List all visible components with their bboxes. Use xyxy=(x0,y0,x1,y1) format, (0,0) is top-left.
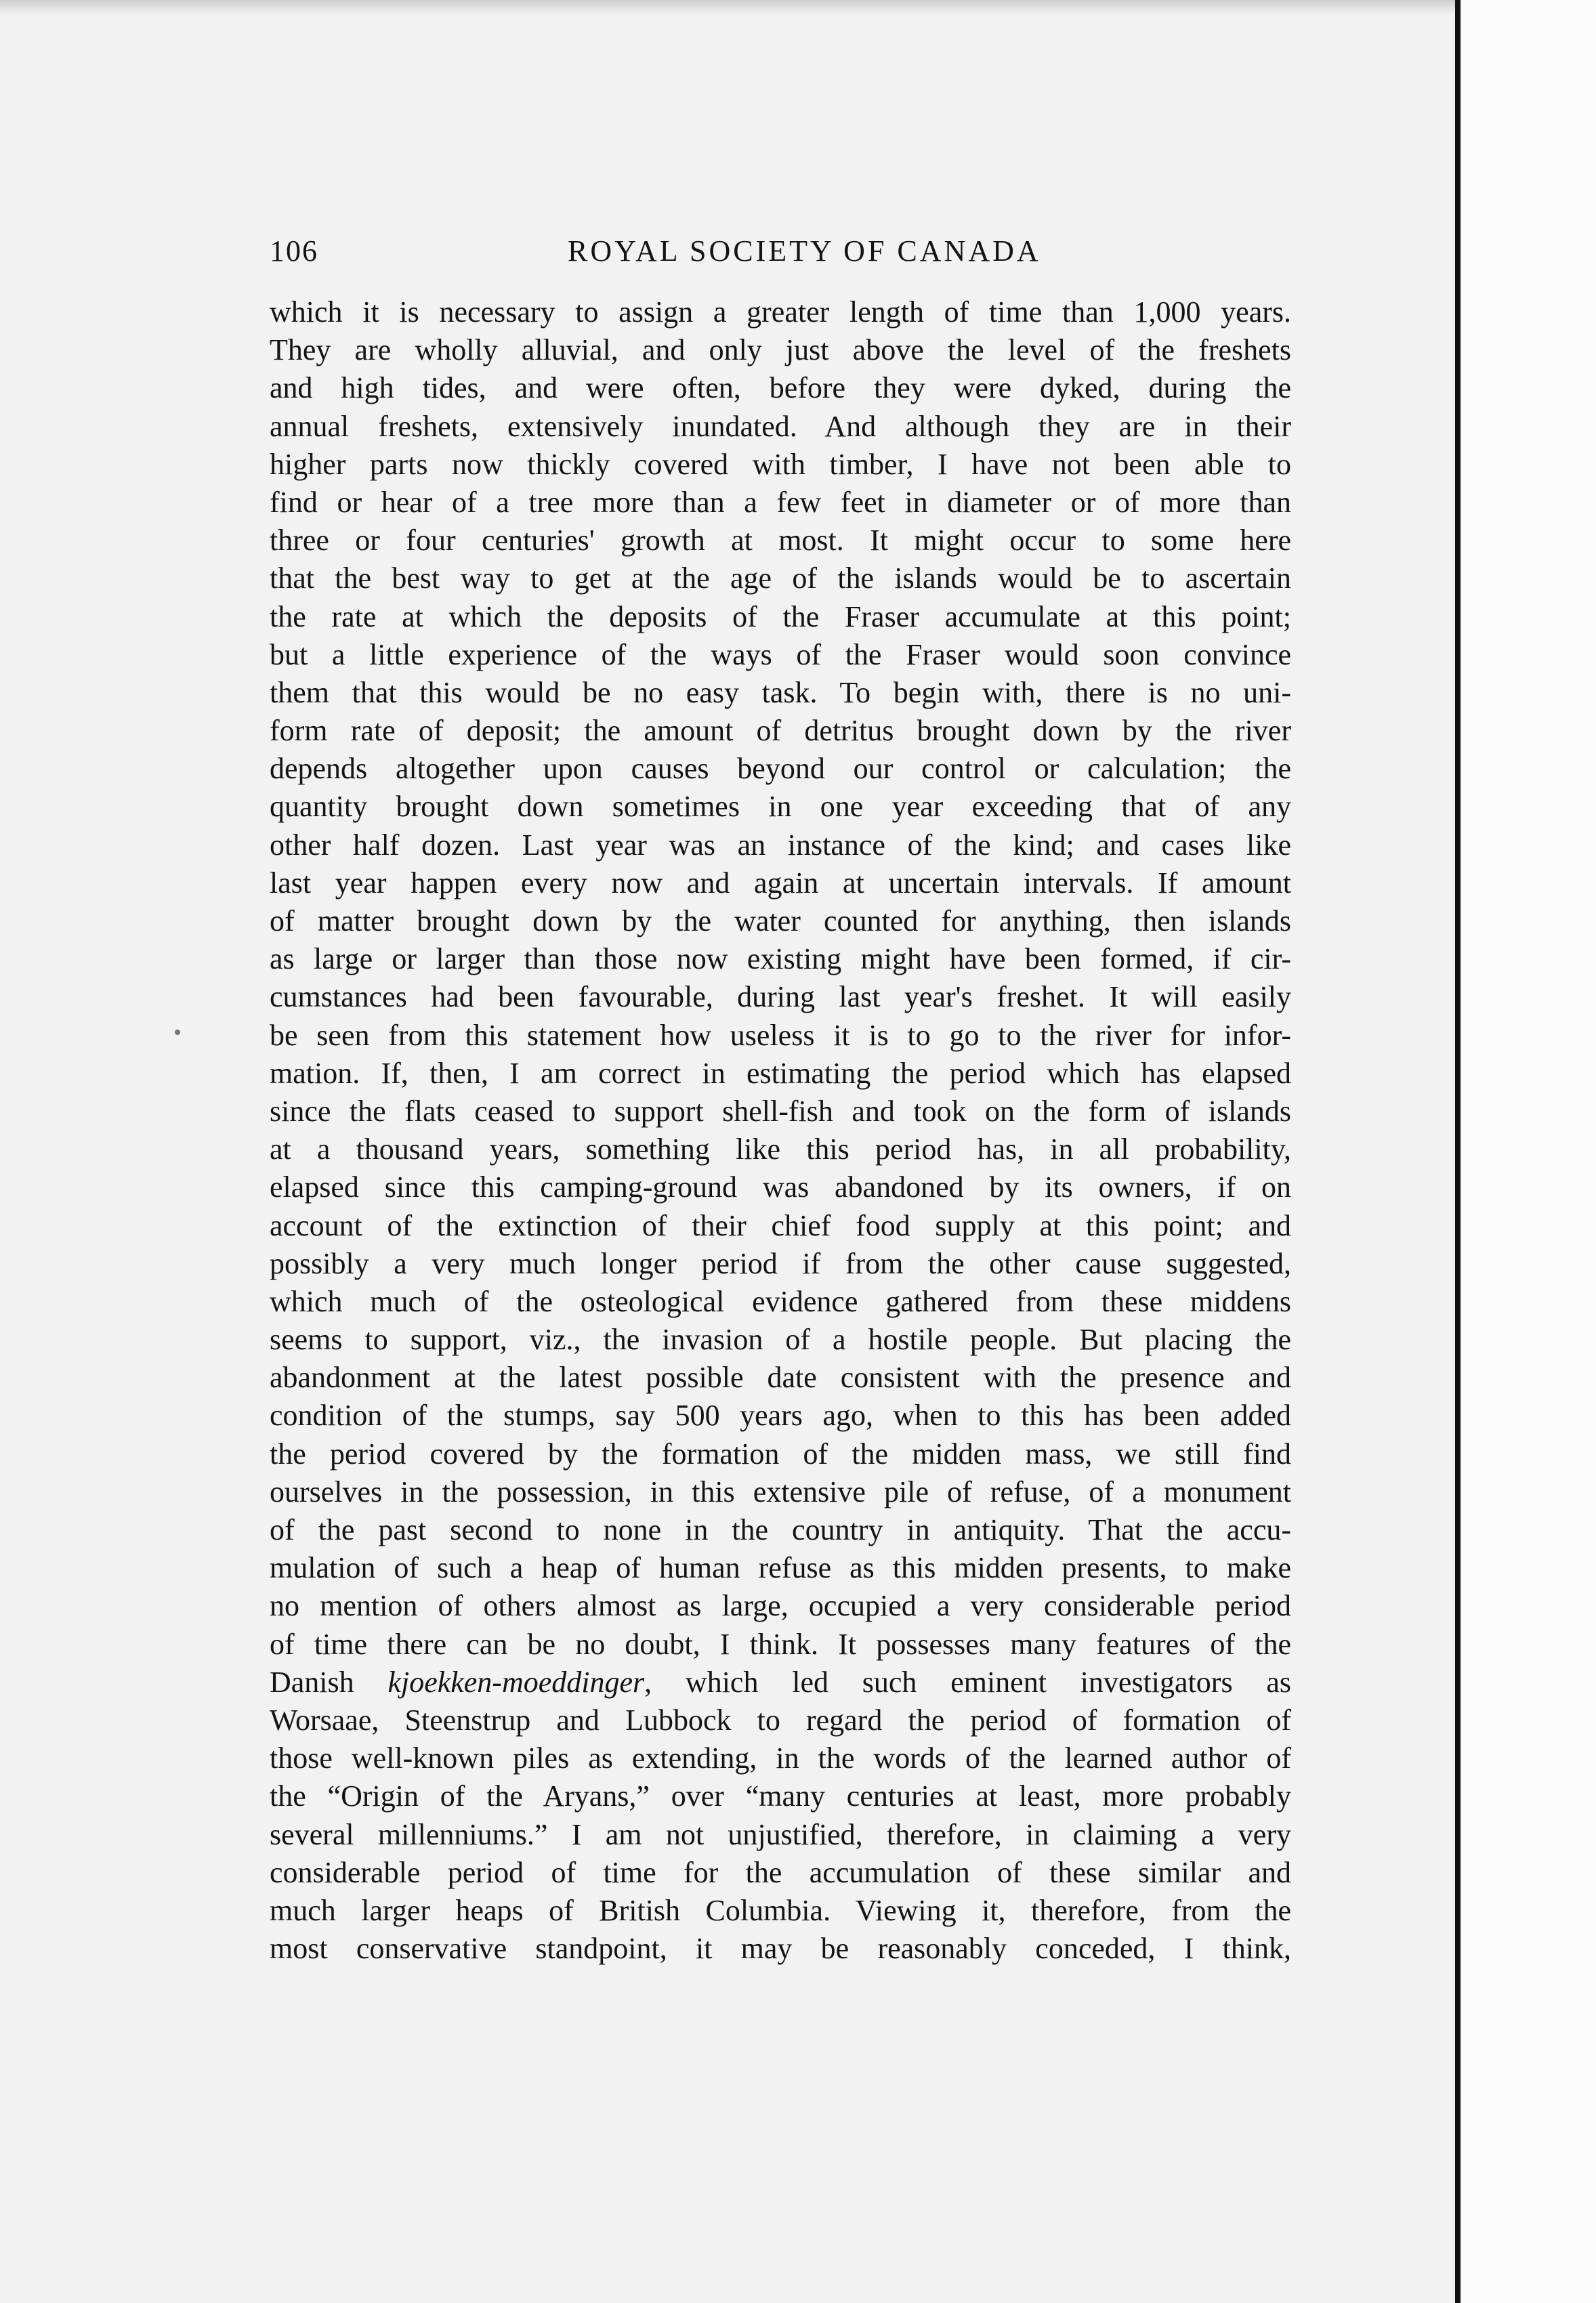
text-line: They are wholly alluvial, and only just above the level of the freshets xyxy=(270,333,1291,367)
body-text xyxy=(270,293,1291,1968)
text-line: as large or larger than those now existing might have been formed, if cir- xyxy=(270,942,1291,976)
text-line: the rate at which the deposits of the Fraser accumulate at this point; xyxy=(270,599,1291,633)
text-line: mulation of such a heap of human refuse as this midden presents, to make xyxy=(270,1551,1291,1585)
scan-top-edge xyxy=(0,0,1596,15)
text-line-danish xyxy=(270,1664,1291,1702)
text-line: abandonment at the latest possible date consistent with the presence and xyxy=(270,1361,1291,1395)
text-line: of the past second to none in the country in antiquity. That the accu- xyxy=(270,1513,1291,1546)
text-line: most conservative standpoint, it may be reasonably conceded, I think, xyxy=(270,1932,1291,1966)
text-line: the period covered by the formation of the midden mass, we still find xyxy=(270,1437,1291,1471)
text-line: seems to support, viz., the invasion of a hostile people. But placing the xyxy=(270,1323,1291,1357)
page-number: 106 xyxy=(270,234,318,268)
text-line: them that this would be no easy task. To begin with, there is no uni- xyxy=(270,675,1291,709)
scan-speck xyxy=(175,1030,180,1035)
text-line: mation. If, then, I am correct in estimating the period which has elapsed xyxy=(270,1056,1291,1090)
text-line: since the flats ceased to support shell-fish and took on the form of islands xyxy=(270,1094,1291,1128)
text-line: annual freshets, extensively inundated. And although they are in their xyxy=(270,409,1291,443)
text-line: those well-known piles as extending, in the words of the learned author of xyxy=(270,1741,1291,1775)
text-line: which much of the osteological evidence gathered from these middens xyxy=(270,1284,1291,1318)
text-line: elapsed since this camping-ground was abandoned by its owners, if on xyxy=(270,1170,1291,1204)
text-line: the “Origin of the Aryans,” over “many centuries at least, more probably xyxy=(270,1779,1291,1813)
text-line: possibly a very much longer period if from the other cause suggested, xyxy=(270,1246,1291,1280)
text-line: of time there can be no doubt, I think. It possesses many features of the xyxy=(270,1627,1291,1661)
text-line: but a little experience of the ways of the Fraser would soon convince xyxy=(270,637,1291,671)
text-line: cumstances had been favourable, during last year's freshet. It will easily xyxy=(270,980,1291,1014)
text-line: which it is necessary to assign a greater length of time than 1,000 years. xyxy=(270,295,1291,329)
text-line: form rate of deposit; the amount of detritus brought down by the river xyxy=(270,714,1291,748)
danish-line-end: , which led such eminent investigators as xyxy=(644,1665,1291,1699)
journal-title: ROYAL SOCIETY OF CANADA xyxy=(568,234,1041,268)
danish-term-italic: kjoekken-moeddinger xyxy=(387,1665,645,1699)
text-line: of matter brought down by the water counted for anything, then islands xyxy=(270,904,1291,937)
page xyxy=(270,234,1291,1968)
text-line: depends altogether upon causes beyond our control or calculation; the xyxy=(270,752,1291,786)
text-line: quantity brought down sometimes in one year exceeding that of any xyxy=(270,790,1291,824)
text-line: account of the extinction of their chief food supply at this point; and xyxy=(270,1208,1291,1242)
text-line: other half dozen. Last year was an instance of the kind; and cases like xyxy=(270,828,1291,862)
text-line: be seen from this statement how useless it is to go to the river for infor- xyxy=(270,1018,1291,1052)
danish-line-start: Danish xyxy=(270,1665,388,1699)
text-line: that the best way to get at the age of the islands would be to ascertain xyxy=(270,562,1291,595)
text-line: three or four centuries' growth at most. It might occur to some here xyxy=(270,524,1291,557)
text-line: and high tides, and were often, before they were dyked, during the xyxy=(270,371,1291,405)
text-line: Worsaae, Steenstrup and Lubbock to regard the period of formation of xyxy=(270,1703,1291,1737)
text-line: at a thousand years, something like this period has, in all probability, xyxy=(270,1133,1291,1166)
running-head xyxy=(270,234,1291,281)
text-line: condition of the stumps, say 500 years ago, when to this has been added xyxy=(270,1399,1291,1433)
scan-page-edge xyxy=(1455,0,1461,2303)
text-line: ourselves in the possession, in this extensive pile of refuse, of a monument xyxy=(270,1475,1291,1508)
text-line: no mention of others almost as large, occupied a very considerable period xyxy=(270,1589,1291,1623)
scan-right-margin xyxy=(1461,0,1596,2303)
text-line: much larger heaps of British Columbia. Viewing it, therefore, from the xyxy=(270,1893,1291,1927)
text-line: considerable period of time for the accumulation of these similar and xyxy=(270,1855,1291,1889)
text-line: higher parts now thickly covered with timber, I have not been able to xyxy=(270,447,1291,481)
text-line: last year happen every now and again at uncertain intervals. If amount xyxy=(270,866,1291,900)
text-line: several millenniums.” I am not unjustified, therefore, in claiming a very xyxy=(270,1817,1291,1851)
text-line: find or hear of a tree more than a few feet in diameter or of more than xyxy=(270,485,1291,519)
